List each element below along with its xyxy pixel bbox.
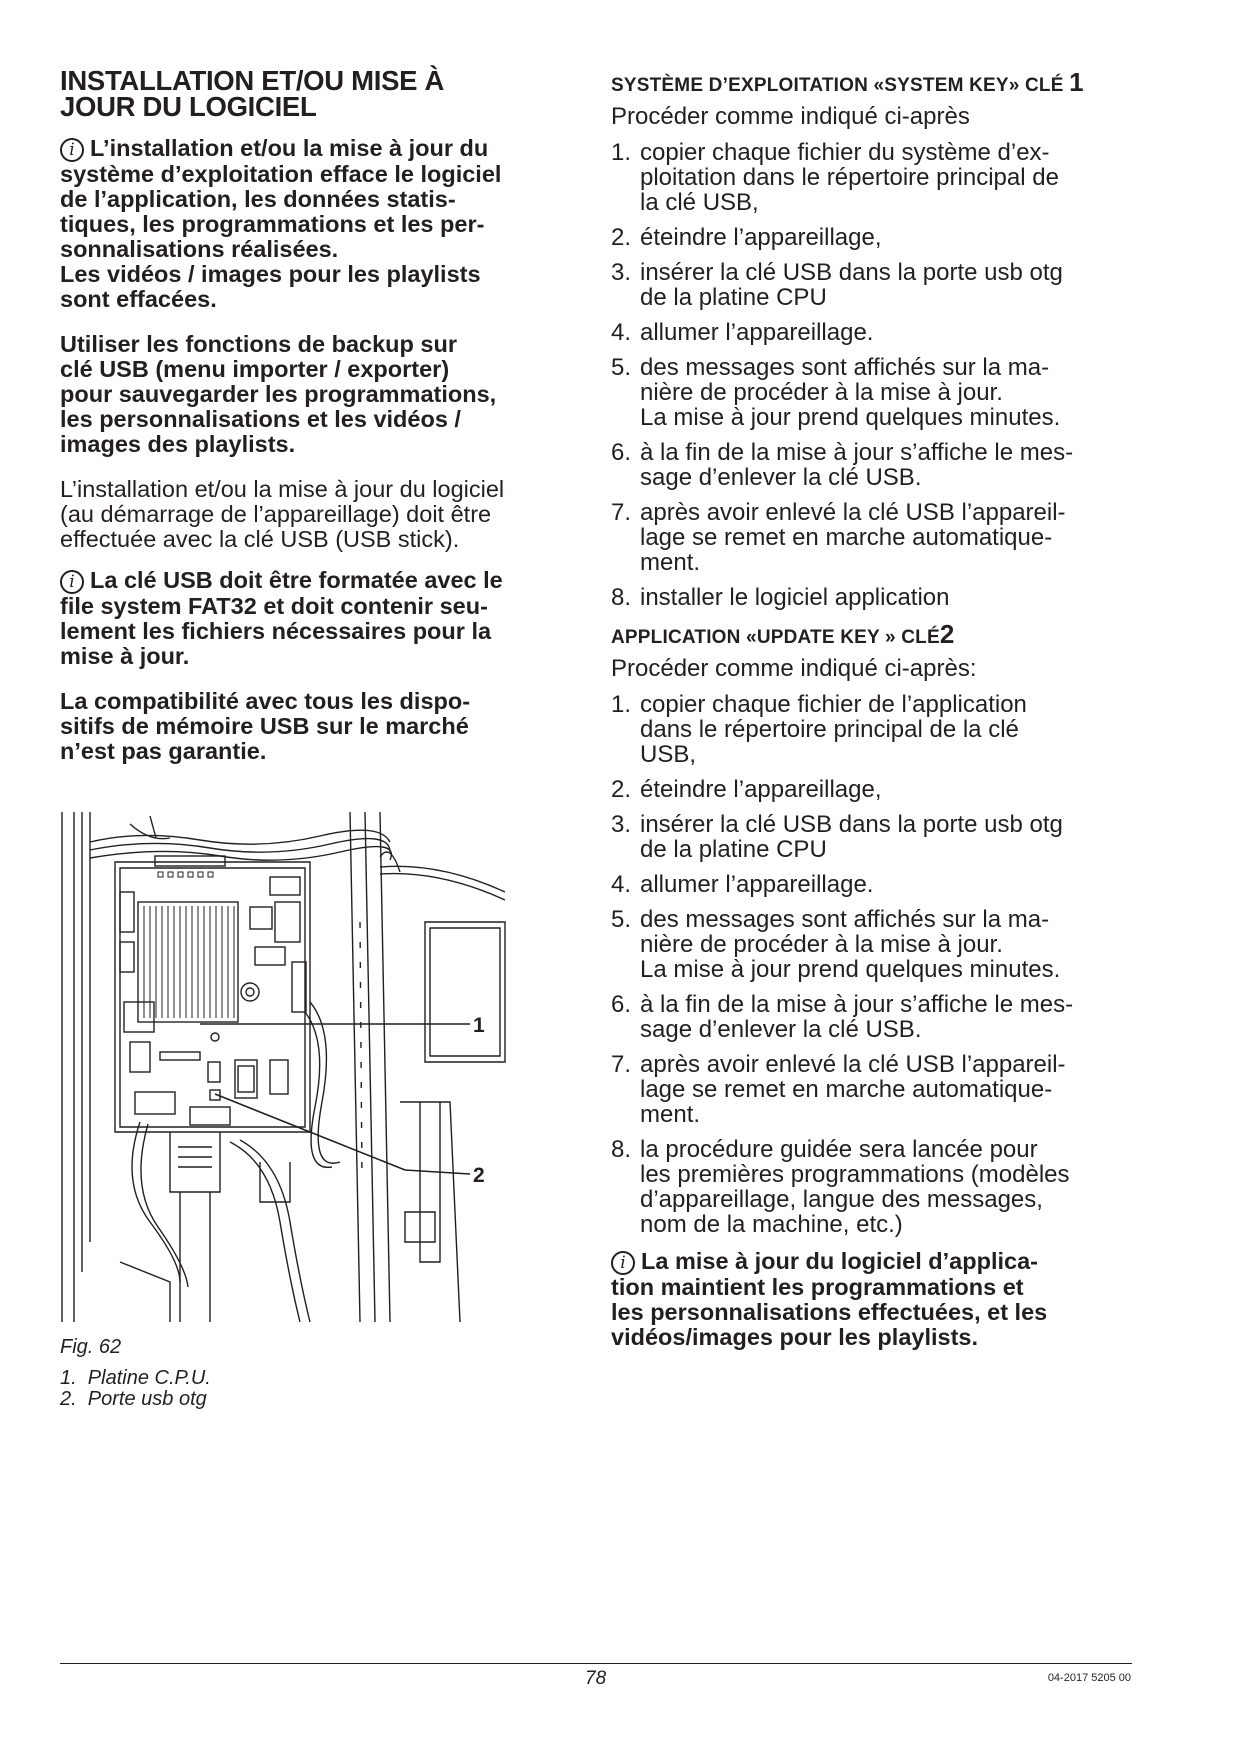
page-number: 78 xyxy=(585,1668,607,1689)
info-note-update-keeps xyxy=(611,1249,1151,1350)
step-item xyxy=(611,500,1151,575)
step-text: la procédure guidée sera lancée pour les premières programmations (modèles d’appareillage, langue des messages, nom de la machine, etc.) xyxy=(640,1136,1070,1238)
info-icon: i xyxy=(60,570,84,594)
step-item xyxy=(611,140,1151,215)
footer-divider xyxy=(60,1663,1132,1664)
step-text: éteindre l’appareillage, xyxy=(640,776,882,803)
figure-legend xyxy=(60,1368,211,1410)
section-intro: Procéder comme indiqué ci-après xyxy=(611,103,970,130)
info-note-install-erases xyxy=(60,136,580,312)
section-heading-system-key xyxy=(611,67,1151,98)
step-text: après avoir enlevé la clé USB l’appareil- lage se remet en marche automatique- ment. xyxy=(640,1051,1066,1128)
step-number: 5. xyxy=(611,906,632,933)
step-item xyxy=(611,440,1151,490)
step-text: insérer la clé USB dans la porte usb otg de la platine CPU xyxy=(640,259,1063,311)
step-number: 2. xyxy=(611,776,632,803)
step-text: copier chaque fichier du système d’ex- ploitation dans le répertoire principal de la clé USB, xyxy=(640,139,1059,216)
callout-1: 1 xyxy=(473,1014,485,1037)
step-number: 6. xyxy=(611,439,632,466)
step-number: 7. xyxy=(611,1051,632,1078)
step-number: 1. xyxy=(611,139,632,166)
step-number: 8. xyxy=(611,584,632,611)
step-text: des messages sont affichés sur la ma- nière de procéder à la mise à jour. La mise à jour prend quelques minutes. xyxy=(640,906,1061,983)
callout-2: 2 xyxy=(473,1164,485,1187)
step-item xyxy=(611,692,1151,767)
step-number: 3. xyxy=(611,811,632,838)
step-text: insérer la clé USB dans la porte usb otg de la platine CPU xyxy=(640,811,1063,863)
system-key-steps xyxy=(611,140,1151,610)
step-text: à la fin de la mise à jour s’affiche le mes- sage d’enlever la clé USB. xyxy=(640,991,1074,1043)
step-item xyxy=(611,812,1151,862)
step-item xyxy=(611,1137,1151,1237)
info-icon: i xyxy=(60,138,84,162)
note-text: La mise à jour du logiciel d’applica- tion maintient les programmations et les personnalisations effectuées, et les vidéos/images pour les playlists. xyxy=(611,1248,1048,1350)
step-item xyxy=(611,907,1151,982)
backup-note: Utiliser les fonctions de backup sur clé USB (menu importer / exporter) pour sauvegarder les programmations, les personnalisations et les vidéos / images des playlists. xyxy=(60,331,497,457)
step-item xyxy=(611,225,1151,250)
step-item xyxy=(611,1052,1151,1127)
step-text: des messages sont affichés sur la ma- nière de procéder à la mise à jour. La mise à jour prend quelques minutes. xyxy=(640,354,1061,431)
step-item xyxy=(611,992,1151,1042)
step-text: allumer l’appareillage. xyxy=(640,871,874,898)
install-paragraph: L’installation et/ou la mise à jour du logiciel (au démarrage de l’appareillage) doit être effectuée avec la clé USB (USB stick). xyxy=(60,476,505,552)
figure-caption: Fig. 62 xyxy=(60,1336,122,1358)
heading-text: APPLICATION «UPDATE KEY » CLÉ xyxy=(611,627,940,648)
section-intro: Procéder comme indiqué ci-après: xyxy=(611,655,977,682)
step-number: 5. xyxy=(611,354,632,381)
update-key-steps xyxy=(611,692,1151,1237)
step-text: allumer l’appareillage. xyxy=(640,319,874,346)
step-text: éteindre l’appareillage, xyxy=(640,224,882,251)
info-icon: i xyxy=(611,1251,635,1275)
heading-number: 2 xyxy=(939,619,955,649)
legend-item: 2. Porte usb otg xyxy=(60,1388,207,1410)
step-number: 7. xyxy=(611,499,632,526)
step-text: copier chaque fichier de l’application dans le répertoire principal de la clé USB, xyxy=(640,691,1027,768)
document-code: 04-2017 5205 00 xyxy=(1047,1672,1131,1684)
note-text: La clé USB doit être formatée avec le file system FAT32 et doit contenir seu- lement les fichiers nécessaires pour la mise à jour. xyxy=(60,567,503,669)
page-title: INSTALLATION ET/OU MISE À JOUR DU LOGICIEL xyxy=(60,65,445,122)
step-item xyxy=(611,260,1151,310)
step-item xyxy=(611,872,1151,897)
step-text: à la fin de la mise à jour s’affiche le mes- sage d’enlever la clé USB. xyxy=(640,439,1074,491)
step-number: 1. xyxy=(611,691,632,718)
section-heading-update-key xyxy=(611,619,1151,650)
step-number: 6. xyxy=(611,991,632,1018)
step-number: 4. xyxy=(611,319,632,346)
step-text: installer le logiciel application xyxy=(640,584,950,611)
legend-item: 1. Platine C.P.U. xyxy=(60,1367,211,1389)
heading-number: 1 xyxy=(1069,67,1084,97)
step-number: 4. xyxy=(611,871,632,898)
right-column xyxy=(611,67,1151,1370)
step-number: 8. xyxy=(611,1136,632,1163)
step-text: après avoir enlevé la clé USB l’appareil- lage se remet en marche automatique- ment. xyxy=(640,499,1066,576)
heading-text: SYSTÈME D’EXPLOITATION «SYSTEM KEY» CLÉ xyxy=(611,75,1064,96)
step-number: 2. xyxy=(611,224,632,251)
note-text: L’installation et/ou la mise à jour du système d’exploitation efface le logiciel de l’application, les données statis- tiques, les programmations et les per- sonnalisations réalisées. Les vidéos / images pour les playlists sont effacées. xyxy=(60,135,502,312)
step-item xyxy=(611,355,1151,430)
compatibility-note: La compatibilité avec tous les dispo- sitifs de mémoire USB sur le marché n’est pas garantie. xyxy=(60,688,471,764)
info-note-fat32 xyxy=(60,568,580,669)
step-number: 3. xyxy=(611,259,632,286)
step-item xyxy=(611,777,1151,802)
step-item xyxy=(611,320,1151,345)
left-column xyxy=(60,65,580,784)
cpu-board-figure xyxy=(60,802,560,1327)
step-item xyxy=(611,585,1151,610)
cpu-board-illustration xyxy=(60,802,560,1327)
